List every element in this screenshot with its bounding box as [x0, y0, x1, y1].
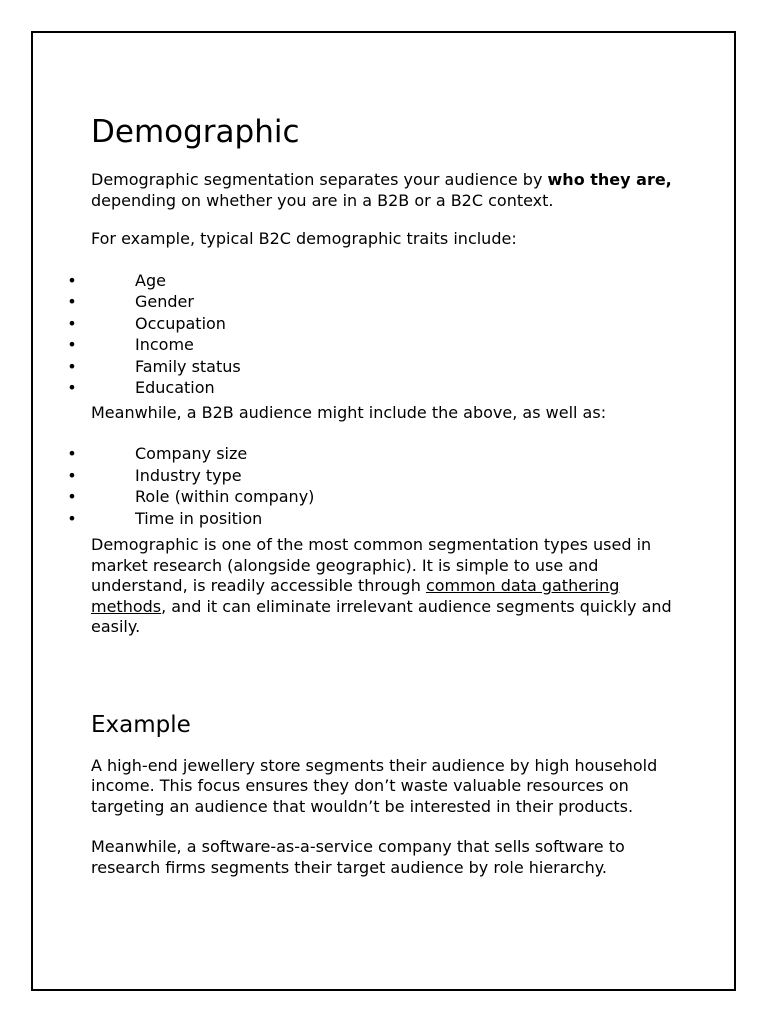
list-item-text: Occupation: [135, 313, 226, 333]
list-item: [67, 377, 681, 399]
list-item-text: Family status: [135, 356, 241, 376]
list-item-text: Company size: [135, 444, 248, 463]
b2c-lead-paragraph: For example, typical B2C demographic traits include:: [91, 229, 517, 248]
data-gathering-methods-link[interactable]: common data gathering methods: [91, 576, 620, 616]
list-item-text: Industry type: [135, 465, 242, 485]
list-item: [67, 313, 681, 335]
demographic-heading: Demographic: [91, 114, 300, 150]
list-item: [67, 291, 681, 313]
list-item-text: Gender: [135, 292, 194, 311]
summary-paragraph: [91, 535, 681, 638]
b2c-traits-list: [67, 270, 681, 399]
list-item-text: Role (within company): [135, 487, 315, 506]
bullet-icon: •: [67, 292, 77, 311]
bullet-icon: •: [67, 335, 77, 354]
list-item: [67, 270, 681, 292]
list-item: [67, 486, 681, 508]
intro-text-start: Demographic segmentation separates your audience by: [91, 170, 548, 189]
bullet-icon: •: [67, 487, 77, 506]
list-item: [67, 443, 681, 465]
document-body: [67, 110, 681, 878]
summary-text-start: Demographic is one of the most common segmentation types used in market research (alongside geographic). It is simple to use and understand, is readily accessible through: [91, 535, 652, 595]
bullet-icon: •: [67, 465, 77, 485]
list-item: [67, 356, 681, 378]
intro-text-end: depending on whether you are in a B2B or a B2C context.: [91, 190, 554, 210]
list-item-text: Income: [135, 335, 194, 354]
b2b-lead-paragraph: Meanwhile, a B2B audience might include the above, as well as:: [91, 402, 607, 422]
list-item: [67, 508, 681, 530]
bullet-icon: •: [67, 270, 77, 290]
bullet-icon: •: [67, 378, 77, 397]
intro-emphasis: who they are,: [547, 170, 672, 189]
bullet-icon: •: [67, 313, 77, 333]
bullet-icon: •: [67, 356, 77, 376]
list-item: [67, 465, 681, 487]
summary-text-end: , and it can eliminate irrelevant audience segments quickly and easily.: [91, 596, 672, 636]
b2b-traits-list: [67, 443, 681, 529]
example-paragraph-2: Meanwhile, a software-as-a-service company that sells software to research firms segments their target audience by role hierarchy.: [91, 837, 625, 877]
intro-paragraph: [91, 170, 681, 211]
example-heading: Example: [91, 711, 191, 738]
list-item-text: Age: [135, 270, 166, 290]
list-item-text: Time in position: [135, 508, 263, 528]
bullet-icon: •: [67, 444, 77, 463]
list-item: [67, 334, 681, 356]
list-item-text: Education: [135, 378, 215, 397]
example-paragraph-1: A high-end jewellery store segments their audience by high household income. This focus ensures they don’t waste valuable resources on targeting an audience that wouldn’t be interested in their products.: [91, 755, 658, 816]
bullet-icon: •: [67, 508, 77, 528]
